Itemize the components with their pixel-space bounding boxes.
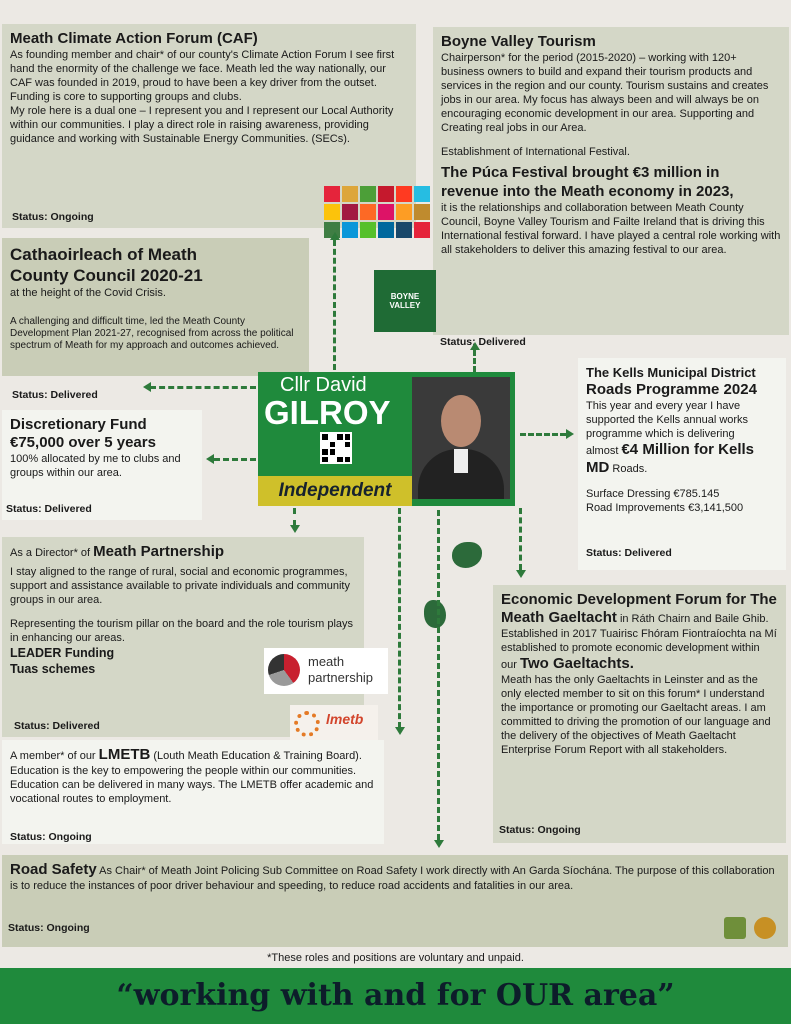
partnership-status: Status: Delivered [14, 720, 100, 732]
road-safety-panel [2, 855, 788, 947]
boyne-valley-logo-text: BOYNE VALLEY [389, 292, 421, 310]
lmetb-prefix: A member* of our [10, 750, 96, 762]
kells-roads: Roads. [612, 463, 648, 475]
arrow-to-lmetb [398, 508, 401, 728]
partnership-title: Meath Partnership [93, 543, 225, 560]
partnership-logo-icon [268, 654, 300, 686]
candidate-prefix: Cllr David [280, 374, 367, 396]
sdg-tile-icon [414, 204, 430, 220]
discretionary-body: 100% allocated by me to clubs and groups within our area. [10, 453, 181, 479]
cathaoirleach-panel [2, 238, 309, 376]
slogan: “working with and for OUR area” [116, 978, 675, 1013]
arrow-to-cathaoirleach [150, 386, 256, 389]
sdg-tile-icon [342, 222, 358, 238]
slogan-banner [0, 968, 791, 1024]
gaeltacht-body-1-text: Established in 2017 Tuairisc Fhóram Fiontraíochta na Mí established to promote economic development within our [501, 628, 777, 671]
caf-body-2: My role here is a dual one – I represent you and I represent our Local Authority within our communities. I play a direct role in raising awareness, providing guidance and working with Sustainable Energy Communities. (SECs). [10, 105, 394, 145]
road-body: As Chair* of Meath Joint Policing Sub Committee on Road Safety I work directly with An Garda Síochána. The purpose of this collaboration is to reduce the instances of poor driver behaviour and speeding, to reduce road accidents and fatalities in our area. [10, 865, 775, 892]
arrow-head-lmetb [395, 727, 405, 735]
arrow-to-partnership [293, 508, 296, 526]
arrow-head-boyne [470, 342, 480, 350]
discretionary-amount: €75,000 over 5 years [10, 434, 156, 451]
arrow-head-gaeltacht [516, 570, 526, 578]
county-map-icon [452, 542, 482, 568]
road-heading [10, 861, 780, 893]
kells-panel [578, 358, 786, 570]
festival-intro: Establishment of International Festival. [441, 146, 630, 158]
caf-title: Meath Climate Action Forum (CAF) [10, 30, 258, 47]
lmetb-heading [10, 746, 376, 806]
sdg-tile-icon [378, 204, 394, 220]
lmetb-panel [2, 740, 384, 844]
boyne-title: Boyne Valley Tourism [441, 33, 596, 50]
partnership-prefix: As a Director* of [10, 547, 91, 559]
gaeltacht-body-1 [501, 627, 778, 673]
gaeltacht-map-icon [424, 600, 446, 628]
boyne-body: Chairperson* for the period (2015-2020) – working with 120+ business owners to build and expand their tourism products and services in the region and our county. Tourism sustains and creates jobs in our area. My focus has always been and will always be on encouraging economic development in our area. Supporting and Creating real jobs in our Area. [441, 52, 769, 134]
qr-code [320, 432, 352, 464]
road-title: Road Safety [10, 861, 97, 878]
candidate-name: GILROY [264, 394, 391, 431]
sdg-tile-icon [342, 204, 358, 220]
arrow-to-discretionary [214, 458, 256, 461]
party-banner [258, 476, 412, 506]
kells-status: Status: Delivered [586, 547, 672, 559]
partnership-logo-line-2: partnership [308, 670, 374, 685]
arrow-to-boyne [473, 350, 476, 372]
arrow-head-cathaoirleach [143, 382, 151, 392]
festival-headline: The Púca Festival brought €3 million in revenue into the Meath economy in 2023, [441, 164, 734, 200]
kells-amount-line [586, 441, 778, 477]
lmetb-logo [290, 705, 378, 743]
festival-body: it is the relationships and collaboration between Meath County Council, Boyne Valley Tourism and Failte Ireland that is driving this International festival forward. I have played a central role working with all stakeholders to deliver this amazing festival to our area. [441, 202, 781, 256]
arrow-to-gaeltacht [519, 508, 522, 570]
lmetb-logo-icon [294, 711, 320, 737]
arrow-head-caf [330, 232, 340, 240]
gaeltacht-title: Economic Development Forum for The Meath Gaeltacht [501, 591, 777, 626]
arrow-to-road-safety [437, 510, 440, 840]
partnership-body-2: Representing the tourism pillar on the board and the role tourism plays in enhancing our areas. [10, 618, 354, 644]
caf-body-1: As founding member and chair* of our county's Climate Action Forum I see first hand the enormity of the challenge we face. Meath led the way nationally, our CAF was founded in 2019, proud to have been a key driver from the outset. Funding is core to supporting groups and clubs. [10, 49, 395, 103]
sdg-tile-icon [324, 204, 340, 220]
arrow-head-road-safety [434, 840, 444, 848]
cathaoirleach-status: Status: Delivered [12, 389, 98, 401]
boyne-panel [433, 27, 789, 335]
candidate-party: Independent [278, 480, 392, 501]
partnership-item-2: Tuas schemes [10, 662, 96, 676]
partnership-body-1: I stay aligned to the range of rural, social and economic programmes, support and assistance available to private individuals and community groups in our area. [10, 566, 350, 606]
kells-body: This year and every year I have supported the Kells annual works programme which is delivering [586, 400, 749, 440]
sdg-tile-icon [360, 222, 376, 238]
lmetb-title: LMETB [98, 746, 151, 763]
kells-title-1: The Kells Municipal District [586, 365, 756, 380]
gaeltacht-status: Status: Ongoing [499, 824, 581, 836]
sdg-tile-icon [414, 222, 430, 238]
cathaoirleach-body: A challenging and difficult time, led the Meath County Development Plan 2021-27, recognised from across the political spectrum of Meath for my approach and outcomes achieved. [10, 316, 294, 351]
meath-partnership-logo [264, 648, 388, 694]
sdg-icon-grid [324, 186, 432, 238]
partnership-heading [10, 543, 356, 561]
arrow-head-partnership [290, 525, 300, 533]
sdg-tile-icon [396, 186, 412, 202]
lmetb-status: Status: Ongoing [10, 831, 92, 843]
gaeltacht-heading [501, 591, 778, 627]
partnership-item-1: LEADER Funding [10, 646, 115, 660]
gaeltacht-panel [493, 585, 786, 843]
kells-almost: almost [586, 445, 619, 457]
garda-badge-icon [754, 917, 776, 939]
sdg-tile-icon [414, 186, 430, 202]
candidate-photo [412, 377, 510, 499]
kells-item-1: Surface Dressing €785.145 [586, 488, 720, 500]
arrow-head-discretionary [206, 454, 214, 464]
footnote: *These roles and positions are voluntary and unpaid. [267, 952, 524, 964]
lmetb-title-suffix: (Louth Meath Education & Training Board). [153, 750, 362, 762]
discretionary-panel [2, 410, 202, 520]
cathaoirleach-subtitle: at the height of the Covid Crisis. [10, 287, 166, 299]
sdg-tile-icon [342, 186, 358, 202]
gaeltacht-body-2: Meath has the only Gaeltachts in Leinster and as the only elected member to sit on this forum* I understand the importance or promoting our Gaeltacht areas. I am committed to driving the promotion of our language and the delivery of the objectives of Meath Gaeltacht Enterprise Forum Report with all stakeholders. [501, 674, 771, 756]
arrow-to-caf [333, 240, 336, 370]
lmetb-body: Education is the key to empowering the people within our communities. Education can be delivered in many ways. The LMETB offer academic and vocational routes to employment. [10, 765, 374, 805]
sdg-tile-icon [378, 222, 394, 238]
boyne-status: Status: Delivered [440, 336, 526, 348]
sdg-tile-icon [378, 186, 394, 202]
candidate-card [258, 372, 515, 506]
sdg-tile-icon [396, 222, 412, 238]
boyne-valley-logo [374, 270, 436, 332]
kells-amount: €4 Million for Kells MD [586, 441, 754, 476]
arrow-head-kells [566, 429, 574, 439]
sdg-tile-icon [324, 186, 340, 202]
lmetb-logo-text: lmetb [326, 711, 364, 727]
caf-status: Status: Ongoing [12, 211, 94, 223]
sdg-tile-icon [360, 204, 376, 220]
discretionary-status: Status: Delivered [6, 503, 92, 515]
partnership-logo-line-1: meath [308, 654, 345, 669]
arrow-to-kells [520, 433, 566, 436]
sdg-tile-icon [396, 204, 412, 220]
gaeltacht-title-suffix: in Ráth Chairn and Baile Ghib. [619, 613, 769, 625]
gaeltacht-two: Two Gaeltachts. [519, 655, 634, 672]
kells-title-2: Roads Programme 2024 [586, 381, 757, 398]
road-status: Status: Ongoing [8, 922, 90, 934]
council-crest-icon [724, 917, 746, 939]
discretionary-title: Discretionary Fund [10, 416, 147, 433]
sdg-tile-icon [360, 186, 376, 202]
cathaoirleach-title: Cathaoirleach of Meath County Council 2020-21 [10, 245, 203, 285]
kells-item-2: Road Improvements €3,141,500 [586, 502, 744, 514]
